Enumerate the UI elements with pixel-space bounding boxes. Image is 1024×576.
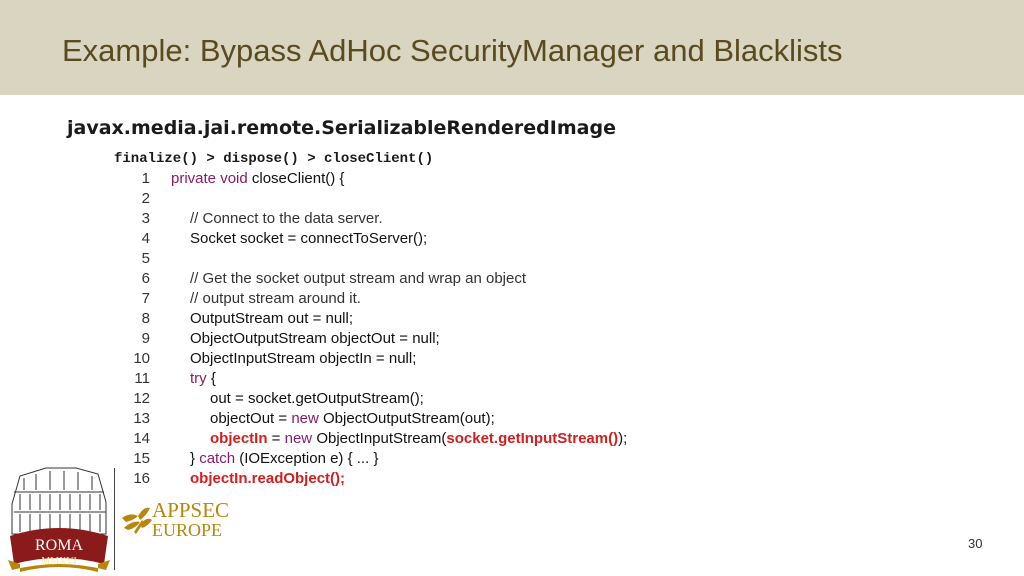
line-number: 16 (133, 470, 150, 487)
code-line (0, 370, 800, 390)
code-line (0, 350, 800, 370)
code-token: (IOException e) { ... } (235, 450, 379, 467)
code-line (0, 190, 800, 210)
code-listing (0, 170, 800, 490)
code-text (190, 270, 526, 287)
code-token: ObjectInputStream objectIn = null; (190, 350, 417, 367)
roma-text: ROMA (34, 537, 84, 554)
line-number: 3 (141, 210, 150, 227)
appsec-wordmark (152, 500, 229, 539)
code-token: closeClient() { (247, 170, 345, 187)
code-comment: // output stream around it. (190, 290, 361, 307)
code-line (0, 470, 800, 490)
line-number: 9 (141, 330, 150, 347)
line-number: 10 (133, 350, 150, 367)
line-number: 7 (141, 290, 150, 307)
code-line (0, 250, 800, 270)
code-line (0, 390, 800, 410)
code-line (0, 230, 800, 250)
code-text (190, 450, 378, 467)
line-number: 15 (133, 450, 150, 467)
appsec-text: APPSEC (152, 498, 230, 522)
code-line (0, 330, 800, 350)
code-text (171, 170, 344, 187)
code-text (190, 290, 361, 307)
code-keyword: catch (199, 450, 236, 467)
logo-divider (114, 468, 115, 570)
code-highlight: objectIn.readObject(); (190, 470, 346, 487)
code-token: } (190, 450, 200, 467)
code-text (190, 350, 416, 367)
code-keyword: try (190, 370, 207, 387)
line-number: 2 (141, 190, 150, 207)
code-line (0, 450, 800, 470)
page-number: 30 (968, 536, 983, 551)
colosseum-logo-icon (6, 464, 112, 574)
code-token: ObjectOutputStream objectOut = null; (190, 330, 440, 347)
code-token: ); (618, 430, 628, 447)
code-keyword: new (291, 410, 319, 427)
code-text (190, 310, 353, 327)
code-token: { (206, 370, 216, 387)
code-token: ObjectOutputStream(out); (318, 410, 495, 427)
code-text (210, 430, 627, 447)
code-line (0, 290, 800, 310)
line-number: 1 (141, 170, 150, 187)
line-number: 11 (134, 370, 150, 387)
code-text (190, 210, 383, 227)
code-line (0, 410, 800, 430)
title-bar (0, 0, 1024, 95)
roma-year-text: MMXVI (41, 556, 77, 567)
code-comment: // Get the socket output stream and wrap an object (190, 270, 527, 287)
line-number: 14 (133, 430, 150, 447)
code-token: Socket socket = connectToServer(); (190, 230, 428, 247)
slide-title: Example: Bypass AdHoc SecurityManager and Blacklists (62, 33, 843, 68)
code-text (190, 470, 345, 487)
code-token: objectOut = (210, 410, 292, 427)
code-line (0, 310, 800, 330)
code-keyword: private void (171, 170, 248, 187)
code-token: out = socket.getOutputStream(); (210, 390, 424, 407)
call-chain: finalize() > dispose() > closeClient() (114, 151, 434, 167)
code-text (210, 390, 424, 407)
code-token: ObjectInputStream( (312, 430, 447, 447)
code-token: = (267, 430, 285, 447)
code-comment: // Connect to the data server. (190, 210, 383, 227)
code-text (210, 410, 495, 427)
line-number: 5 (141, 250, 150, 267)
code-line (0, 210, 800, 230)
code-token: OutputStream out = null; (190, 310, 354, 327)
line-number: 6 (141, 270, 150, 287)
code-highlight: socket.getInputStream() (446, 430, 619, 447)
code-highlight: objectIn (210, 430, 268, 447)
code-line (0, 170, 800, 190)
code-text (190, 330, 440, 347)
code-line (0, 430, 800, 450)
europe-text: EUROPE (152, 520, 223, 540)
code-text (190, 370, 216, 387)
line-number: 13 (133, 410, 150, 427)
line-number: 8 (141, 310, 150, 327)
code-text (190, 230, 427, 247)
code-line (0, 270, 800, 290)
code-keyword: new (284, 430, 313, 447)
line-number: 12 (133, 390, 150, 407)
line-number: 4 (141, 230, 150, 247)
class-name: javax.media.jai.remote.SerializableRenderedImage (67, 117, 616, 139)
